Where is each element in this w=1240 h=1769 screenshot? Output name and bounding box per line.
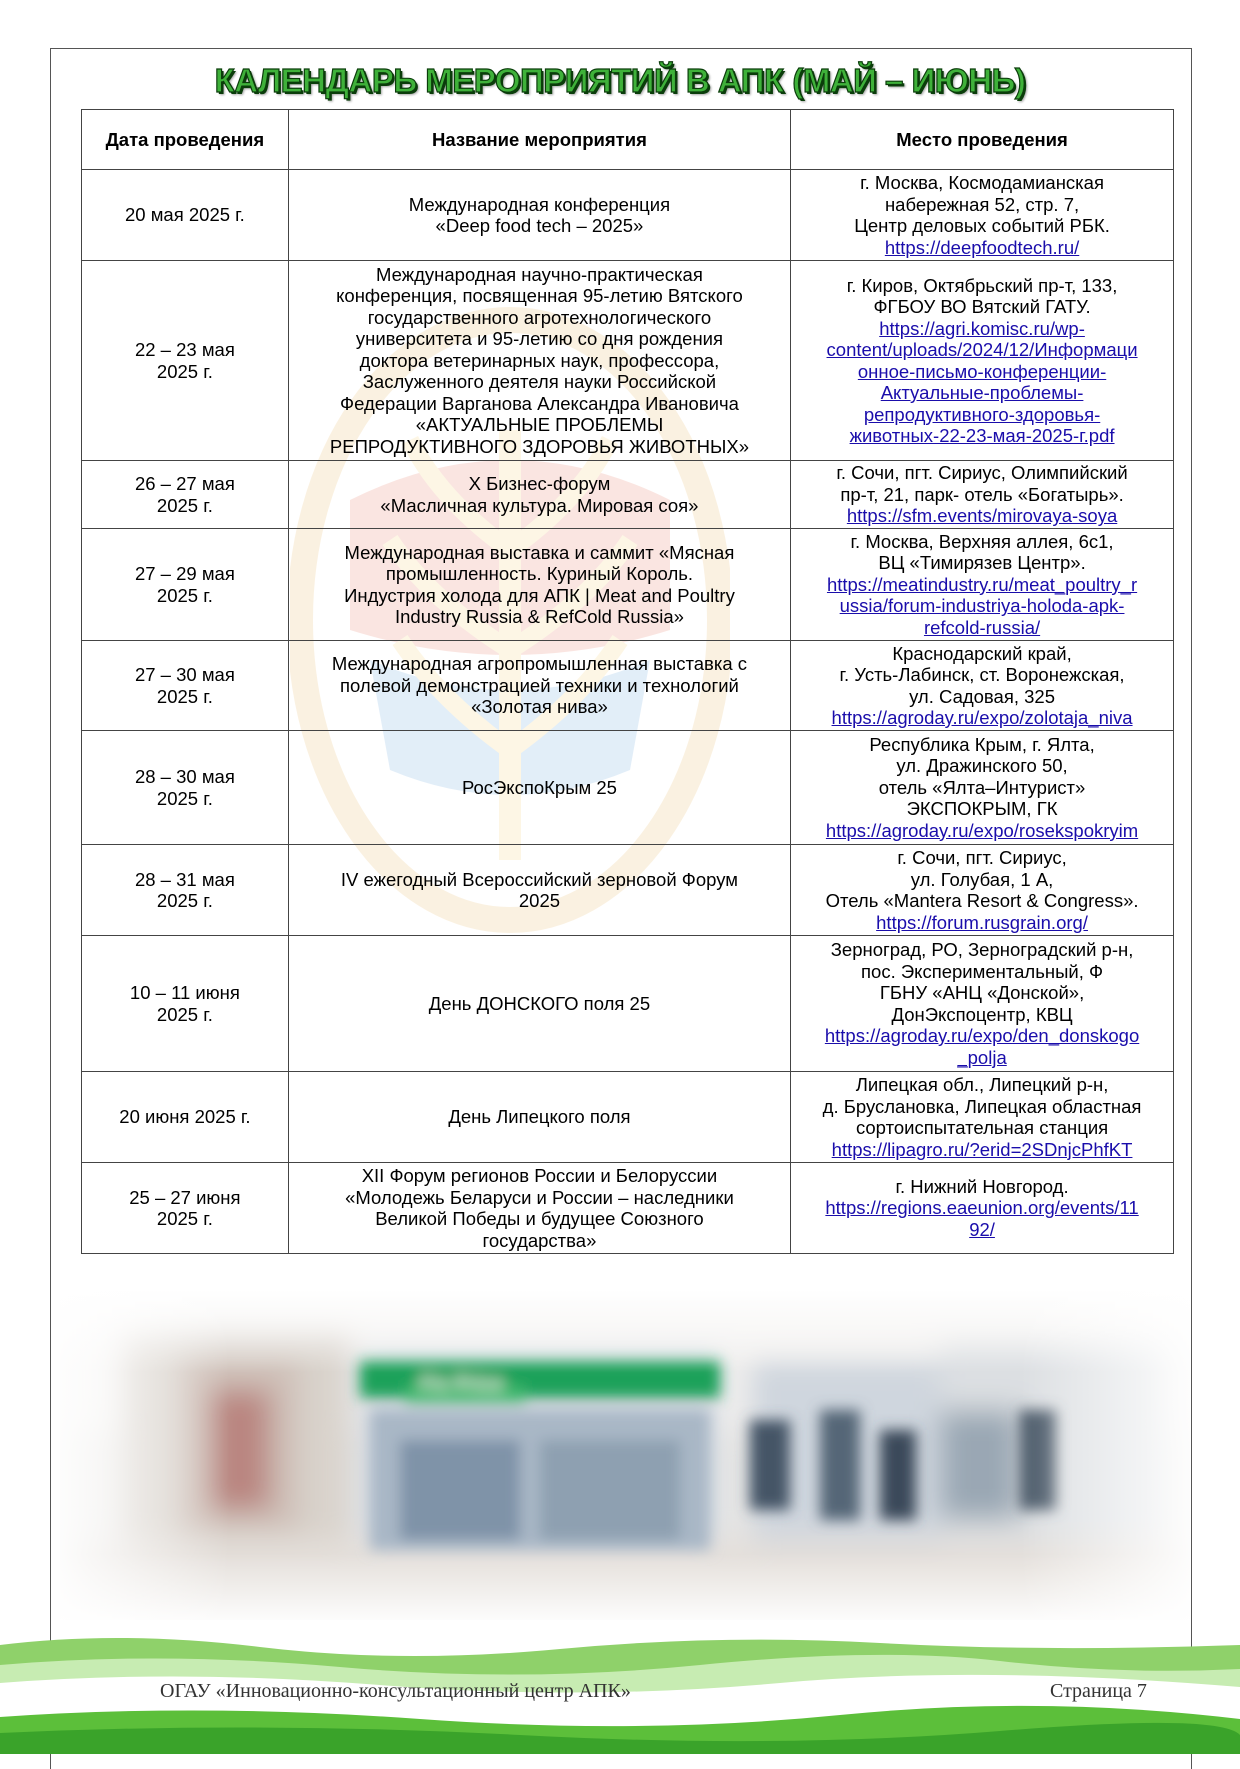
event-name-line: День Липецкого поля <box>448 1106 631 1128</box>
event-name-line: Федерации Варганова Александра Ивановича <box>340 392 739 414</box>
event-date-line: 2025 г. <box>156 1003 213 1025</box>
event-link[interactable]: животных-22-23-мая-2025-г.pdf <box>849 425 1115 446</box>
event-link[interactable]: https://lipagro.ru/?erid=2SDnjcPhfKT <box>831 1138 1133 1160</box>
event-name-line: IV ежегодный Всероссийский зерновой Форум <box>340 868 738 890</box>
event-name-line: Заслуженного деятеля науки Российской <box>362 371 717 393</box>
event-link[interactable]: Актуальные-проблемы- <box>880 382 1084 403</box>
event-place <box>791 170 1174 261</box>
event-date <box>82 1163 289 1254</box>
event-place-line: Липецкая обл., Липецкий р-н, <box>855 1074 1109 1095</box>
event-name-line: День ДОНСКОГО поля 25 <box>428 992 651 1014</box>
event-link[interactable]: https://deepfoodtech.ru/ <box>884 236 1080 258</box>
event-name-line: университета и 95-летию со дня рождения <box>355 328 724 350</box>
event-place <box>791 529 1174 641</box>
event-name-line: государства» <box>482 1229 597 1251</box>
event-place-line: Отель «Mantera Resort & Congress». <box>825 890 1139 911</box>
event-date-line: 2025 г. <box>156 1208 213 1229</box>
event-place-line: отель «Ялта–Интурист» <box>878 776 1086 798</box>
event-date <box>82 261 289 461</box>
table-row <box>82 170 1174 261</box>
event-place-line: г. Сочи, пгт. Сириус, Олимпийский <box>836 462 1128 484</box>
event-place-line: Республика Крым, г. Ялта, <box>869 733 1095 755</box>
event-name <box>288 1072 790 1163</box>
footer-organization: ОГАУ «Инновационно-консультационный центр АПК» <box>160 1680 631 1702</box>
event-place-line: ул. Голубая, 1 А, <box>910 868 1054 890</box>
event-date-line: 28 – 30 мая <box>134 766 235 787</box>
page-title: КАЛЕНДАРЬ МЕРОПРИЯТИЙ В АПК (МАЙ – ИЮНЬ) <box>214 62 1026 99</box>
event-date <box>82 641 289 731</box>
event-name <box>288 461 790 529</box>
event-name <box>288 170 790 261</box>
event-name-line: Международная научно-практическая <box>376 263 703 285</box>
event-date <box>82 845 289 936</box>
event-name-line: конференция, посвященная 95-летию Вятского <box>336 285 743 307</box>
event-place-line: г. Москва, Космодамианская <box>860 172 1104 193</box>
column-header-name: Название мероприятия <box>288 110 790 170</box>
event-name-line: промышленность. Куриный Король. <box>385 563 694 584</box>
event-place <box>791 731 1174 845</box>
event-date-line: 2025 г. <box>156 360 213 382</box>
event-place-line: ул. Дражинского 50, <box>896 755 1068 777</box>
event-link[interactable]: https://regions.eaeunion.org/events/11 <box>825 1197 1139 1219</box>
table-row <box>82 461 1174 529</box>
event-place-line: д. Бруслановка, Липецкая областная <box>822 1095 1142 1117</box>
table-row <box>82 529 1174 641</box>
event-link[interactable]: _polja <box>957 1046 1007 1068</box>
event-date <box>82 1072 289 1163</box>
event-date-line: 28 – 31 мая <box>134 868 235 890</box>
event-name-line: XII Форум регионов России и Белоруссии <box>361 1165 718 1186</box>
event-name-line: РосЭкспоКрым 25 <box>461 776 617 798</box>
event-place-line: набережная 52, стр. 7, <box>884 193 1080 215</box>
event-place <box>791 461 1174 529</box>
event-date-line: 26 – 27 мая <box>134 473 235 494</box>
event-name <box>288 845 790 936</box>
event-name-line: «Золотая нива» <box>471 696 608 718</box>
event-name-line: РЕПРОДУКТИВНОГО ЗДОРОВЬЯ ЖИВОТНЫХ» <box>329 435 749 457</box>
event-name-line: Международная конференция <box>408 193 671 215</box>
table-row <box>82 845 1174 936</box>
event-date-line: 25 – 27 июня <box>129 1186 241 1208</box>
event-link[interactable]: https://forum.rusgrain.org/ <box>876 911 1088 933</box>
event-link[interactable]: онное-письмо-конференции- <box>857 360 1107 382</box>
event-link[interactable]: 92/ <box>969 1218 995 1240</box>
event-date-line: 27 – 30 мая <box>134 664 235 685</box>
event-name-line: 2025 <box>518 890 561 911</box>
event-link[interactable]: https://agroday.ru/expo/zolotaja_niva <box>831 707 1133 728</box>
event-date-line: 27 – 29 мая <box>134 563 235 584</box>
event-place-line: Краснодарский край, <box>892 642 1072 664</box>
event-name-line: Международная выставка и саммит «Мясная <box>344 541 735 563</box>
event-place <box>791 845 1174 936</box>
event-date <box>82 731 289 845</box>
event-date-line: 2025 г. <box>156 584 213 606</box>
event-place-line: г. Усть-Лабинск, ст. Воронежская, <box>839 664 1125 685</box>
event-link[interactable]: content/uploads/2024/12/Информаци <box>826 339 1138 360</box>
event-place-line: г. Москва, Верхняя аллея, 6с1, <box>850 530 1114 552</box>
event-link[interactable]: https://agroday.ru/expo/den_donskogo <box>824 1025 1140 1046</box>
event-name <box>288 936 790 1072</box>
event-date <box>82 461 289 529</box>
event-name <box>288 1163 790 1254</box>
event-name-line: X Бизнес-форум <box>468 473 611 494</box>
event-date-line: 2025 г. <box>156 787 213 809</box>
event-place-line: пр-т, 21, парк- отель «Богатырь». <box>840 483 1124 505</box>
event-name-line: «Deep food tech – 2025» <box>435 215 644 236</box>
event-name <box>288 641 790 731</box>
event-place-line: сортоиспытательная станция <box>855 1117 1109 1138</box>
event-place-line: г. Нижний Новгород. <box>895 1175 1069 1197</box>
table-row <box>82 936 1174 1072</box>
event-date-line: 20 мая 2025 г. <box>124 204 245 226</box>
event-name-line: Industry Russia & RefCold Russia» <box>394 606 684 627</box>
column-header-place: Место проведения <box>791 110 1174 170</box>
event-date <box>82 529 289 641</box>
table-row <box>82 1163 1174 1254</box>
table-row <box>82 641 1174 731</box>
event-link[interactable]: https://agroday.ru/expo/rosekspokryim <box>825 819 1139 841</box>
event-date <box>82 170 289 261</box>
event-place-line: Центр деловых событий РБК. <box>854 215 1110 236</box>
event-name <box>288 731 790 845</box>
event-link[interactable]: ussia/forum-industriya-holoda-apk- <box>839 595 1125 617</box>
event-date <box>82 936 289 1072</box>
event-date-line: 2025 г. <box>156 685 213 707</box>
event-name-line: доктора ветеринарных наук, профессора, <box>359 349 720 371</box>
event-name <box>288 529 790 641</box>
event-link[interactable]: https://meatindustry.ru/meat_poultry_r <box>826 573 1138 595</box>
event-place-line: Зерноград, РО, Зерноградский р-н, <box>830 939 1134 960</box>
event-place <box>791 936 1174 1072</box>
event-link[interactable]: https://sfm.events/mirovaya-soya <box>846 505 1118 527</box>
event-place <box>791 261 1174 461</box>
column-header-date: Дата проведения <box>82 110 289 170</box>
event-date-line: 10 – 11 июня <box>129 982 240 1003</box>
event-date-line: 2025 г. <box>156 494 213 516</box>
table-row <box>82 1072 1174 1163</box>
event-place-line: ВЦ «Тимирязев Центр». <box>878 552 1086 574</box>
event-place-line: ФГБОУ ВО Вятский ГАТУ. <box>873 296 1091 317</box>
events-table <box>81 109 1174 1254</box>
event-name-line: Великой Победы и будущее Союзного <box>375 1208 704 1229</box>
event-link[interactable]: https://agri.komisc.ru/wp- <box>879 317 1085 339</box>
event-place-line: пос. Экспериментальный, Ф <box>861 960 1104 982</box>
table-header-row <box>82 110 1174 170</box>
event-place-line: ЭКСПОКРЫМ, ГК <box>906 798 1058 820</box>
event-place-line: г. Киров, Октябрьский пр-т, 133, <box>846 274 1118 296</box>
event-place <box>791 641 1174 731</box>
event-name-line: государственного агротехнологического <box>367 306 712 328</box>
event-link[interactable]: refcold-russia/ <box>923 616 1041 638</box>
event-name-line: «Масличная культура. Мировая соя» <box>380 494 699 516</box>
event-name-line: Индустрия холода для АПК | Meat and Poultry <box>344 584 735 606</box>
event-place-line: г. Сочи, пгт. Сириус, <box>897 847 1067 868</box>
footer-page-number: Страница 7 <box>1050 1680 1147 1702</box>
event-place <box>791 1163 1174 1254</box>
table-row <box>82 731 1174 845</box>
event-name-line: Международная агропромышленная выставка с <box>331 653 748 675</box>
event-date-line: 20 июня 2025 г. <box>119 1106 251 1128</box>
event-name <box>288 261 790 461</box>
event-name-line: «АКТУАЛЬНЫЕ ПРОБЛЕМЫ <box>415 414 664 436</box>
event-link[interactable]: репродуктивного-здоровья- <box>863 403 1101 425</box>
event-place <box>791 1072 1174 1163</box>
event-date-line: 22 – 23 мая <box>134 339 235 360</box>
event-name-line: полевой демонстрацией техники и технологий <box>340 674 739 696</box>
event-place-line: ДонЭкспоцентр, КВЦ <box>891 1003 1073 1025</box>
event-date-line: 2025 г. <box>156 890 213 911</box>
event-place-line: ул. Садовая, 325 <box>909 685 1056 707</box>
table-row <box>82 261 1174 461</box>
event-name-line: «Молодежь Беларуси и России – наследники <box>345 1186 734 1208</box>
event-place-line: ГБНУ «АНЦ «Донской», <box>879 982 1085 1003</box>
blurred-mall-photo <box>60 1290 1190 1620</box>
